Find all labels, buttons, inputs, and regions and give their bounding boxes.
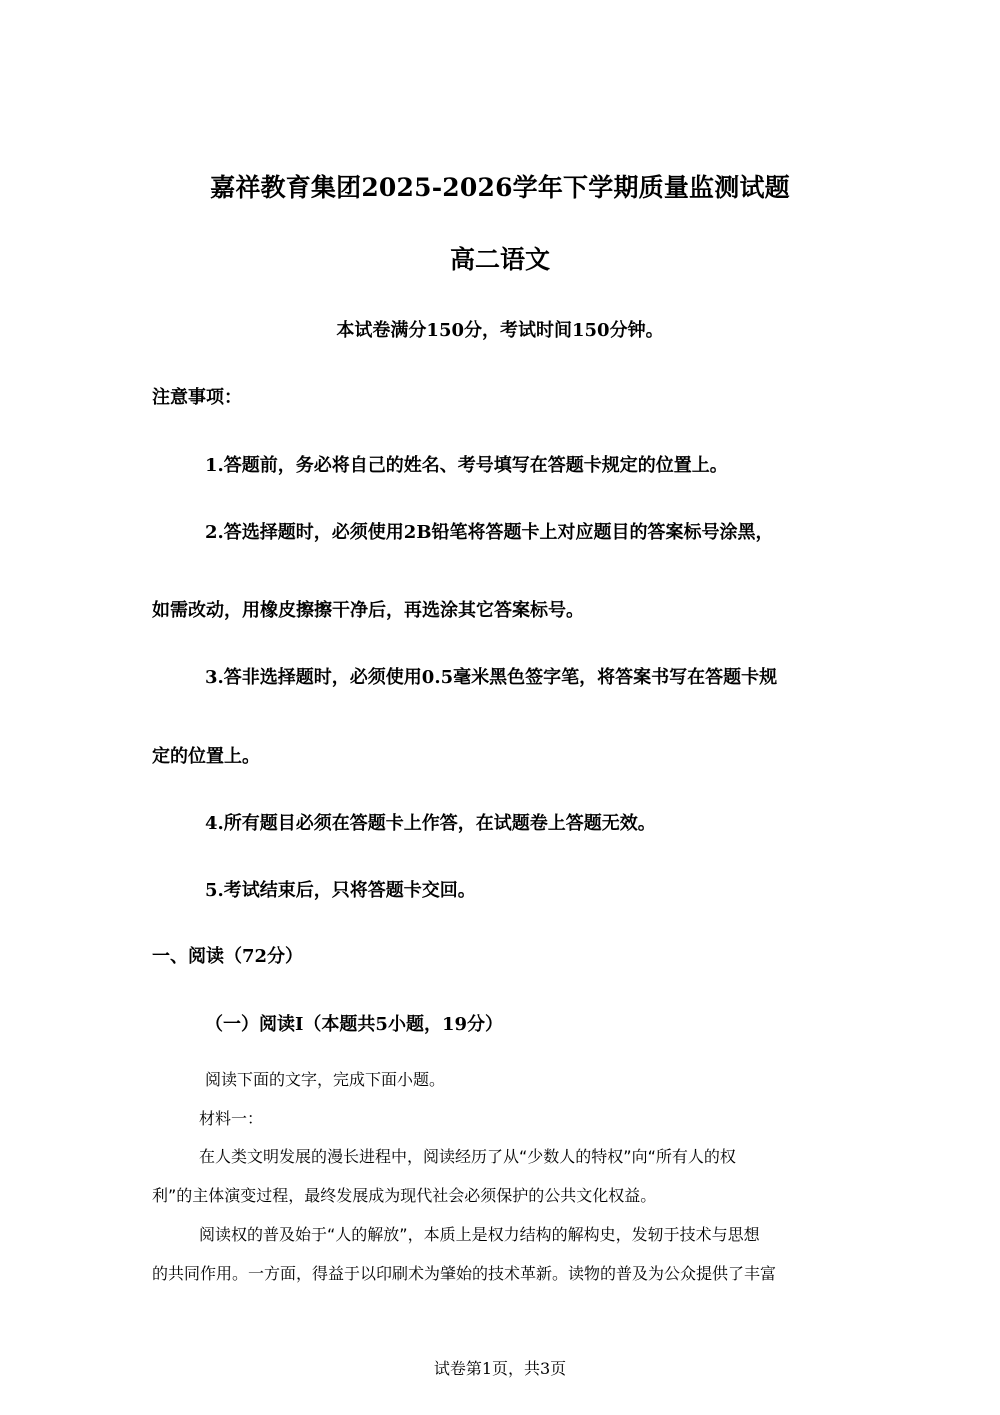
exam-title: 嘉祥教育集团2025-2026学年下学期质量监测试题 — [210, 173, 790, 202]
notice-item-4: 4.所有题目必须在答题卡上作答，在试题卷上答题无效。 — [205, 813, 656, 834]
notice-item-2-line-2: 如需改动，用橡皮擦擦干净后，再选涂其它答案标号。 — [152, 600, 584, 621]
section-heading: 一、阅读（72分） — [152, 946, 304, 967]
score-info: 本试卷满分150分，考试时间150分钟。 — [336, 320, 664, 341]
material-label: 材料一： — [199, 1109, 264, 1128]
notice-item-5: 5.考试结束后，只将答题卡交回。 — [205, 880, 476, 901]
paragraph-2-line-1: 阅读权的普及始于“人的解放”，本质上是权力结构的解构史，发轫于技术与思想 — [199, 1225, 760, 1244]
paragraph-2-line-2: 的共同作用。一方面，得益于以印刷术为肇始的技术革新。读物的普及为公众提供了丰富 — [152, 1264, 777, 1283]
notice-item-3-line-2: 定的位置上。 — [152, 746, 260, 767]
subsection-heading: （一）阅读Ⅰ（本题共5小题，19分） — [205, 1014, 503, 1035]
notice-item-1: 1.答题前，务必将自己的姓名、考号填写在答题卡规定的位置上。 — [205, 455, 728, 476]
paragraph-1-line-1: 在人类文明发展的漫长进程中，阅读经历了从“少数人的特权”向“所有人的权 — [199, 1147, 736, 1166]
page-footer: 试卷第1页，共3页 — [433, 1359, 567, 1378]
notice-heading: 注意事项： — [152, 387, 242, 408]
notice-item-2-line-1: 2.答选择题时，必须使用2B铅笔将答题卡上对应题目的答案标号涂黑， — [205, 522, 774, 543]
paragraph-1-line-2: 利”的主体演变过程，最终发展成为现代社会必须保护的公共文化权益。 — [152, 1186, 657, 1205]
notice-item-3-line-1: 3.答非选择题时，必须使用0.5毫米黑色签字笔，将答案书写在答题卡规 — [205, 667, 778, 688]
reading-instruction: 阅读下面的文字，完成下面小题。 — [205, 1070, 446, 1089]
exam-subject: 高二语文 — [449, 245, 550, 274]
